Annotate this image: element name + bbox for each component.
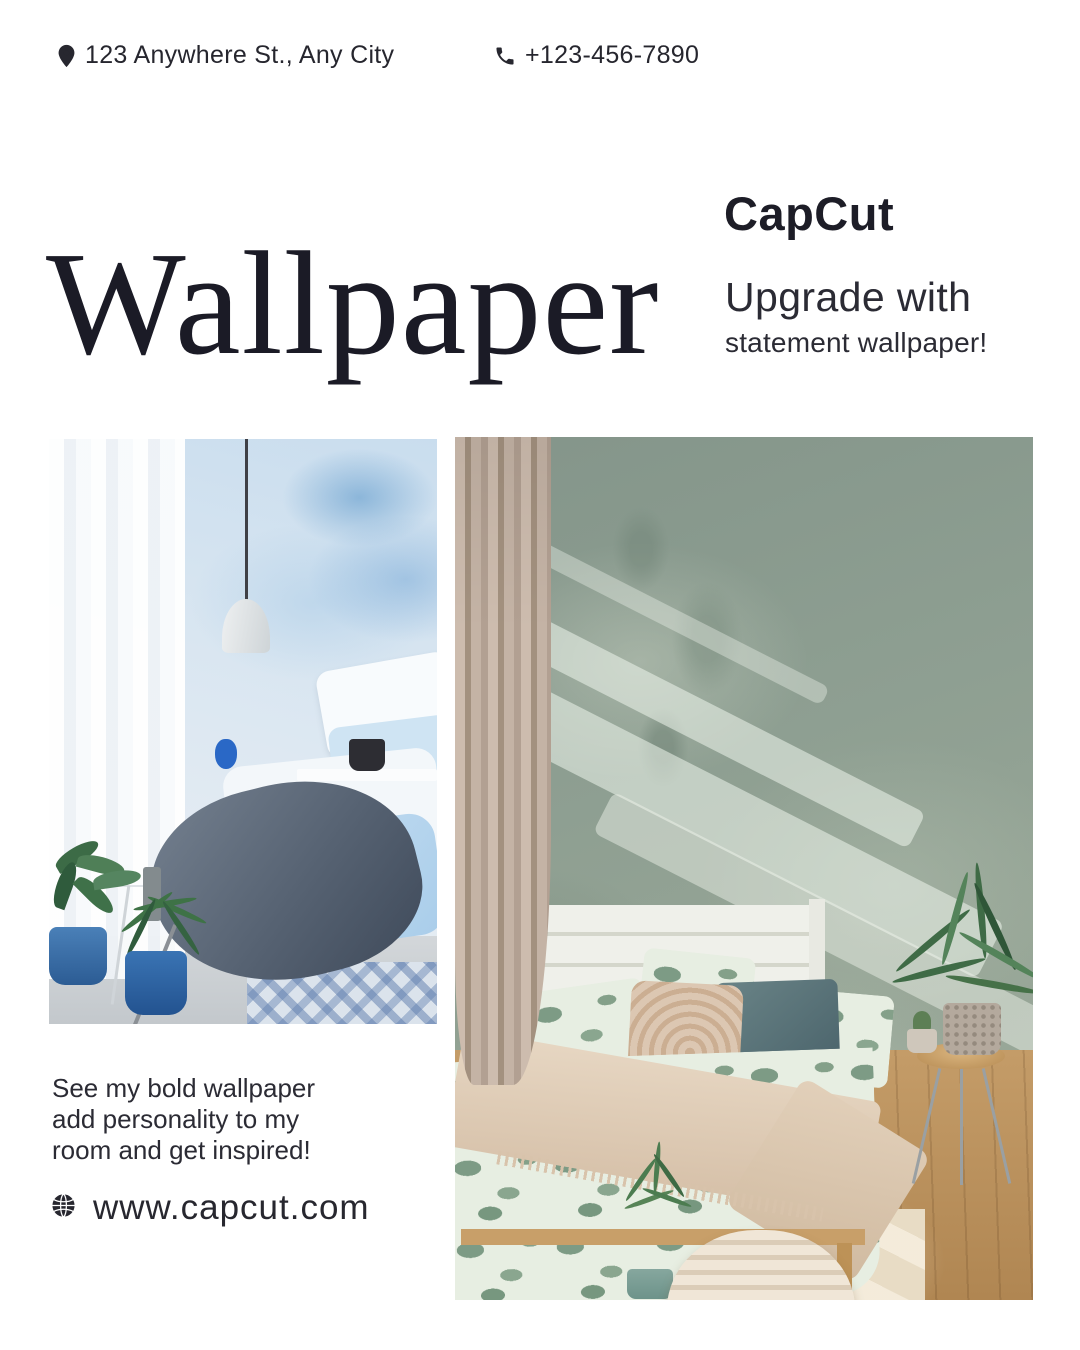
caption-line: room and get inspired! [52,1135,311,1165]
phone-text: +123-456-7890 [525,41,700,69]
blue-plant-pot [125,951,187,1015]
lamp-cord [245,439,248,601]
phone-icon [494,45,516,67]
subtitle-line-1: Upgrade with [725,274,972,320]
stool-leg [960,1067,963,1185]
page-title: Wallpaper [46,222,660,386]
crochet-planter [943,1003,1001,1055]
globe-icon [50,1192,77,1224]
caption-text [52,1073,315,1166]
location-pin-icon [57,43,76,69]
cactus-pot [907,1029,937,1053]
teal-plant-pot [627,1269,673,1299]
small-cactus [913,1011,931,1031]
photo-right-bedroom [455,437,1033,1300]
phone-row [494,41,699,70]
blue-plant-pot [49,927,107,985]
brand-logo: CapCut [724,187,895,240]
photo-left-bedroom [49,439,437,1024]
caption-line: See my bold wallpaper [52,1073,316,1103]
address-row [57,41,394,70]
subtitle-line-2: statement wallpaper! [725,327,988,358]
black-mug [349,739,385,771]
website-url[interactable]: www.capcut.com [93,1188,370,1227]
beige-curtain [455,437,551,1085]
address-text: 123 Anywhere St., Any City [85,41,395,69]
caption-line: add personality to my [52,1104,300,1134]
blue-vase [215,739,237,769]
website-row [50,1188,370,1228]
